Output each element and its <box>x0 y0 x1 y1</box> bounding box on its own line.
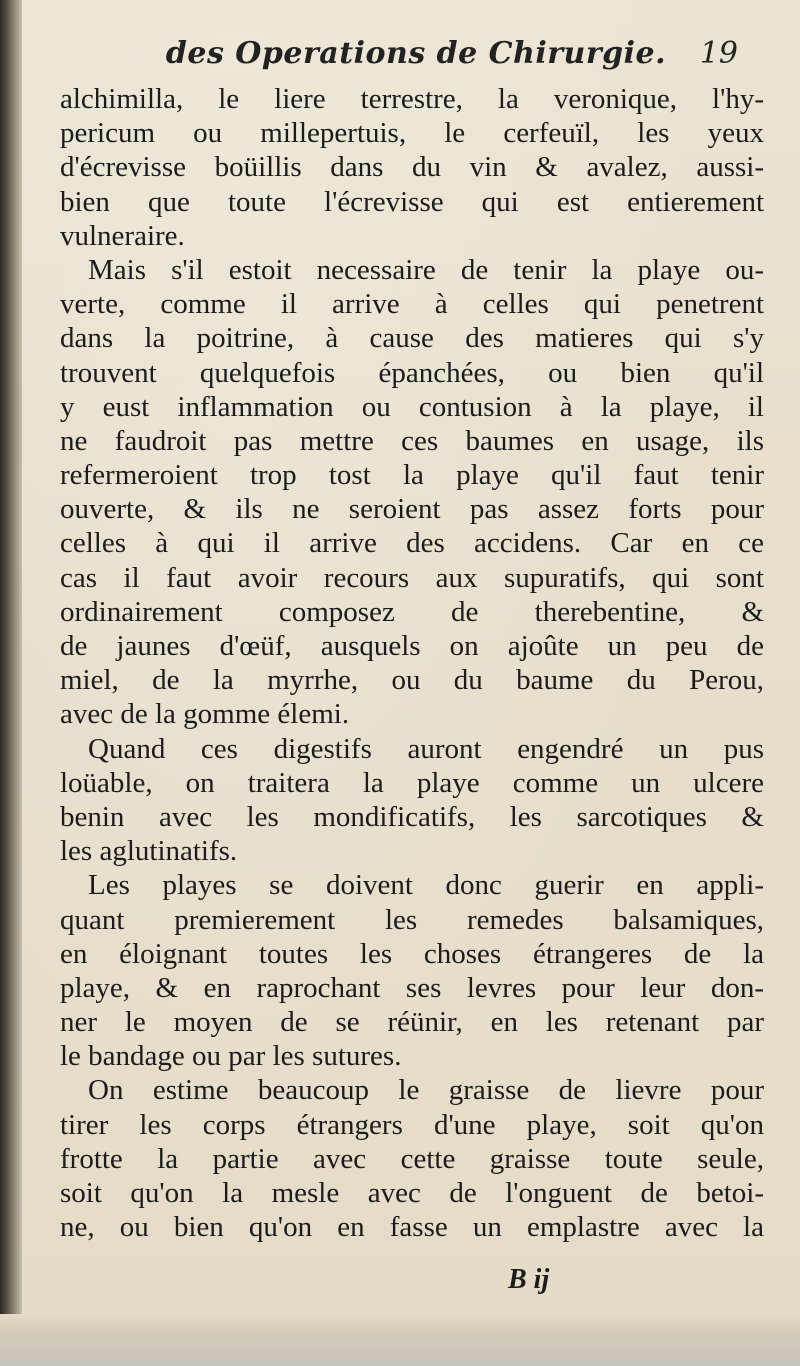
body-text <box>60 82 764 1244</box>
page-footer <box>60 1264 764 1300</box>
text-line: vulneraire. <box>60 219 185 252</box>
text-line: refermeroient trop tost la playe qu'il faut tenir <box>60 459 764 492</box>
text-line: avec de la gomme élemi. <box>60 698 350 731</box>
text-line: soit qu'on la mesle avec de l'onguent de betoi- <box>60 1177 764 1209</box>
text-line: d'écrevisse boüillis dans du vin & avalez, aussi- <box>60 151 764 184</box>
signature-mark: B ij <box>508 1264 550 1295</box>
binding-edge <box>0 0 22 1366</box>
text-line: verte, comme il arrive à celles qui penetrent <box>60 288 764 321</box>
text-line: loüable, on traitera la playe comme un ulcere <box>60 766 764 799</box>
text-line: les aglutinatifs. <box>60 835 238 868</box>
text-line: benin avec les mondificatifs, les sarcotiques & <box>60 800 764 833</box>
text-line: dans la poitrine, à cause des matieres qui s'y <box>60 322 764 355</box>
text-line: en éloignant toutes les choses étrangeres de la <box>60 937 764 970</box>
text-line: Les playes se doivent donc guerir en appli- <box>88 869 764 902</box>
text-line: miel, de la myrrhe, ou du baume du Perou, <box>60 664 764 697</box>
text-line: ne faudroit pas mettre ces baumes en usage, ils <box>60 424 764 457</box>
text-line: de jaunes d'œüf, ausquels on ajoûte un peu de <box>60 630 764 662</box>
text-line: quant premierement les remedes balsamiques, <box>60 903 764 936</box>
text-line: Mais s'il estoit necessaire de tenir la playe ou- <box>88 253 764 286</box>
text-line: Quand ces digestifs auront engendré un pus <box>88 732 764 765</box>
text-line: ouverte, & ils ne seroient pas assez forts pour <box>60 493 764 526</box>
scan-bottom-edge <box>0 1314 800 1366</box>
text-line: cas il faut avoir recours aux supuratifs, qui sont <box>60 561 764 594</box>
page-header <box>60 36 772 84</box>
text-line: y eust inflammation ou contusion à la playe, il <box>60 390 764 423</box>
text-line: ner le moyen de se réünir, en les retenant par <box>60 1006 764 1039</box>
text-line: frotte la partie avec cette graisse toute seule, <box>60 1142 764 1175</box>
text-line: le bandage ou par les sutures. <box>60 1040 402 1073</box>
text-line: bien que toute l'écrevisse qui est entierement <box>60 185 764 218</box>
text-line: ne, ou bien qu'on en fasse un emplastre avec la <box>60 1211 764 1244</box>
text-line: playe, & en raprochant ses levres pour leur don- <box>60 971 764 1004</box>
text-line: celles à qui il arrive des accidens. Car en ce <box>60 527 764 560</box>
running-title: des Operations de Chirurgie. <box>165 36 667 71</box>
text-line: On estime beaucoup le graisse de lievre pour <box>88 1074 764 1107</box>
text-line: alchimilla, le liere terrestre, la veronique, l'hy- <box>60 83 764 115</box>
text-line: ordinairement composez de therebentine, & <box>60 595 764 628</box>
page-number: 19 <box>699 36 738 71</box>
text-line: pericum ou millepertuis, le cerfeuïl, les yeux <box>60 117 764 150</box>
text-line: tirer les corps étrangers d'une playe, soit qu'on <box>60 1108 764 1141</box>
text-line: trouvent quelquefois épanchées, ou bien qu'il <box>60 356 764 389</box>
